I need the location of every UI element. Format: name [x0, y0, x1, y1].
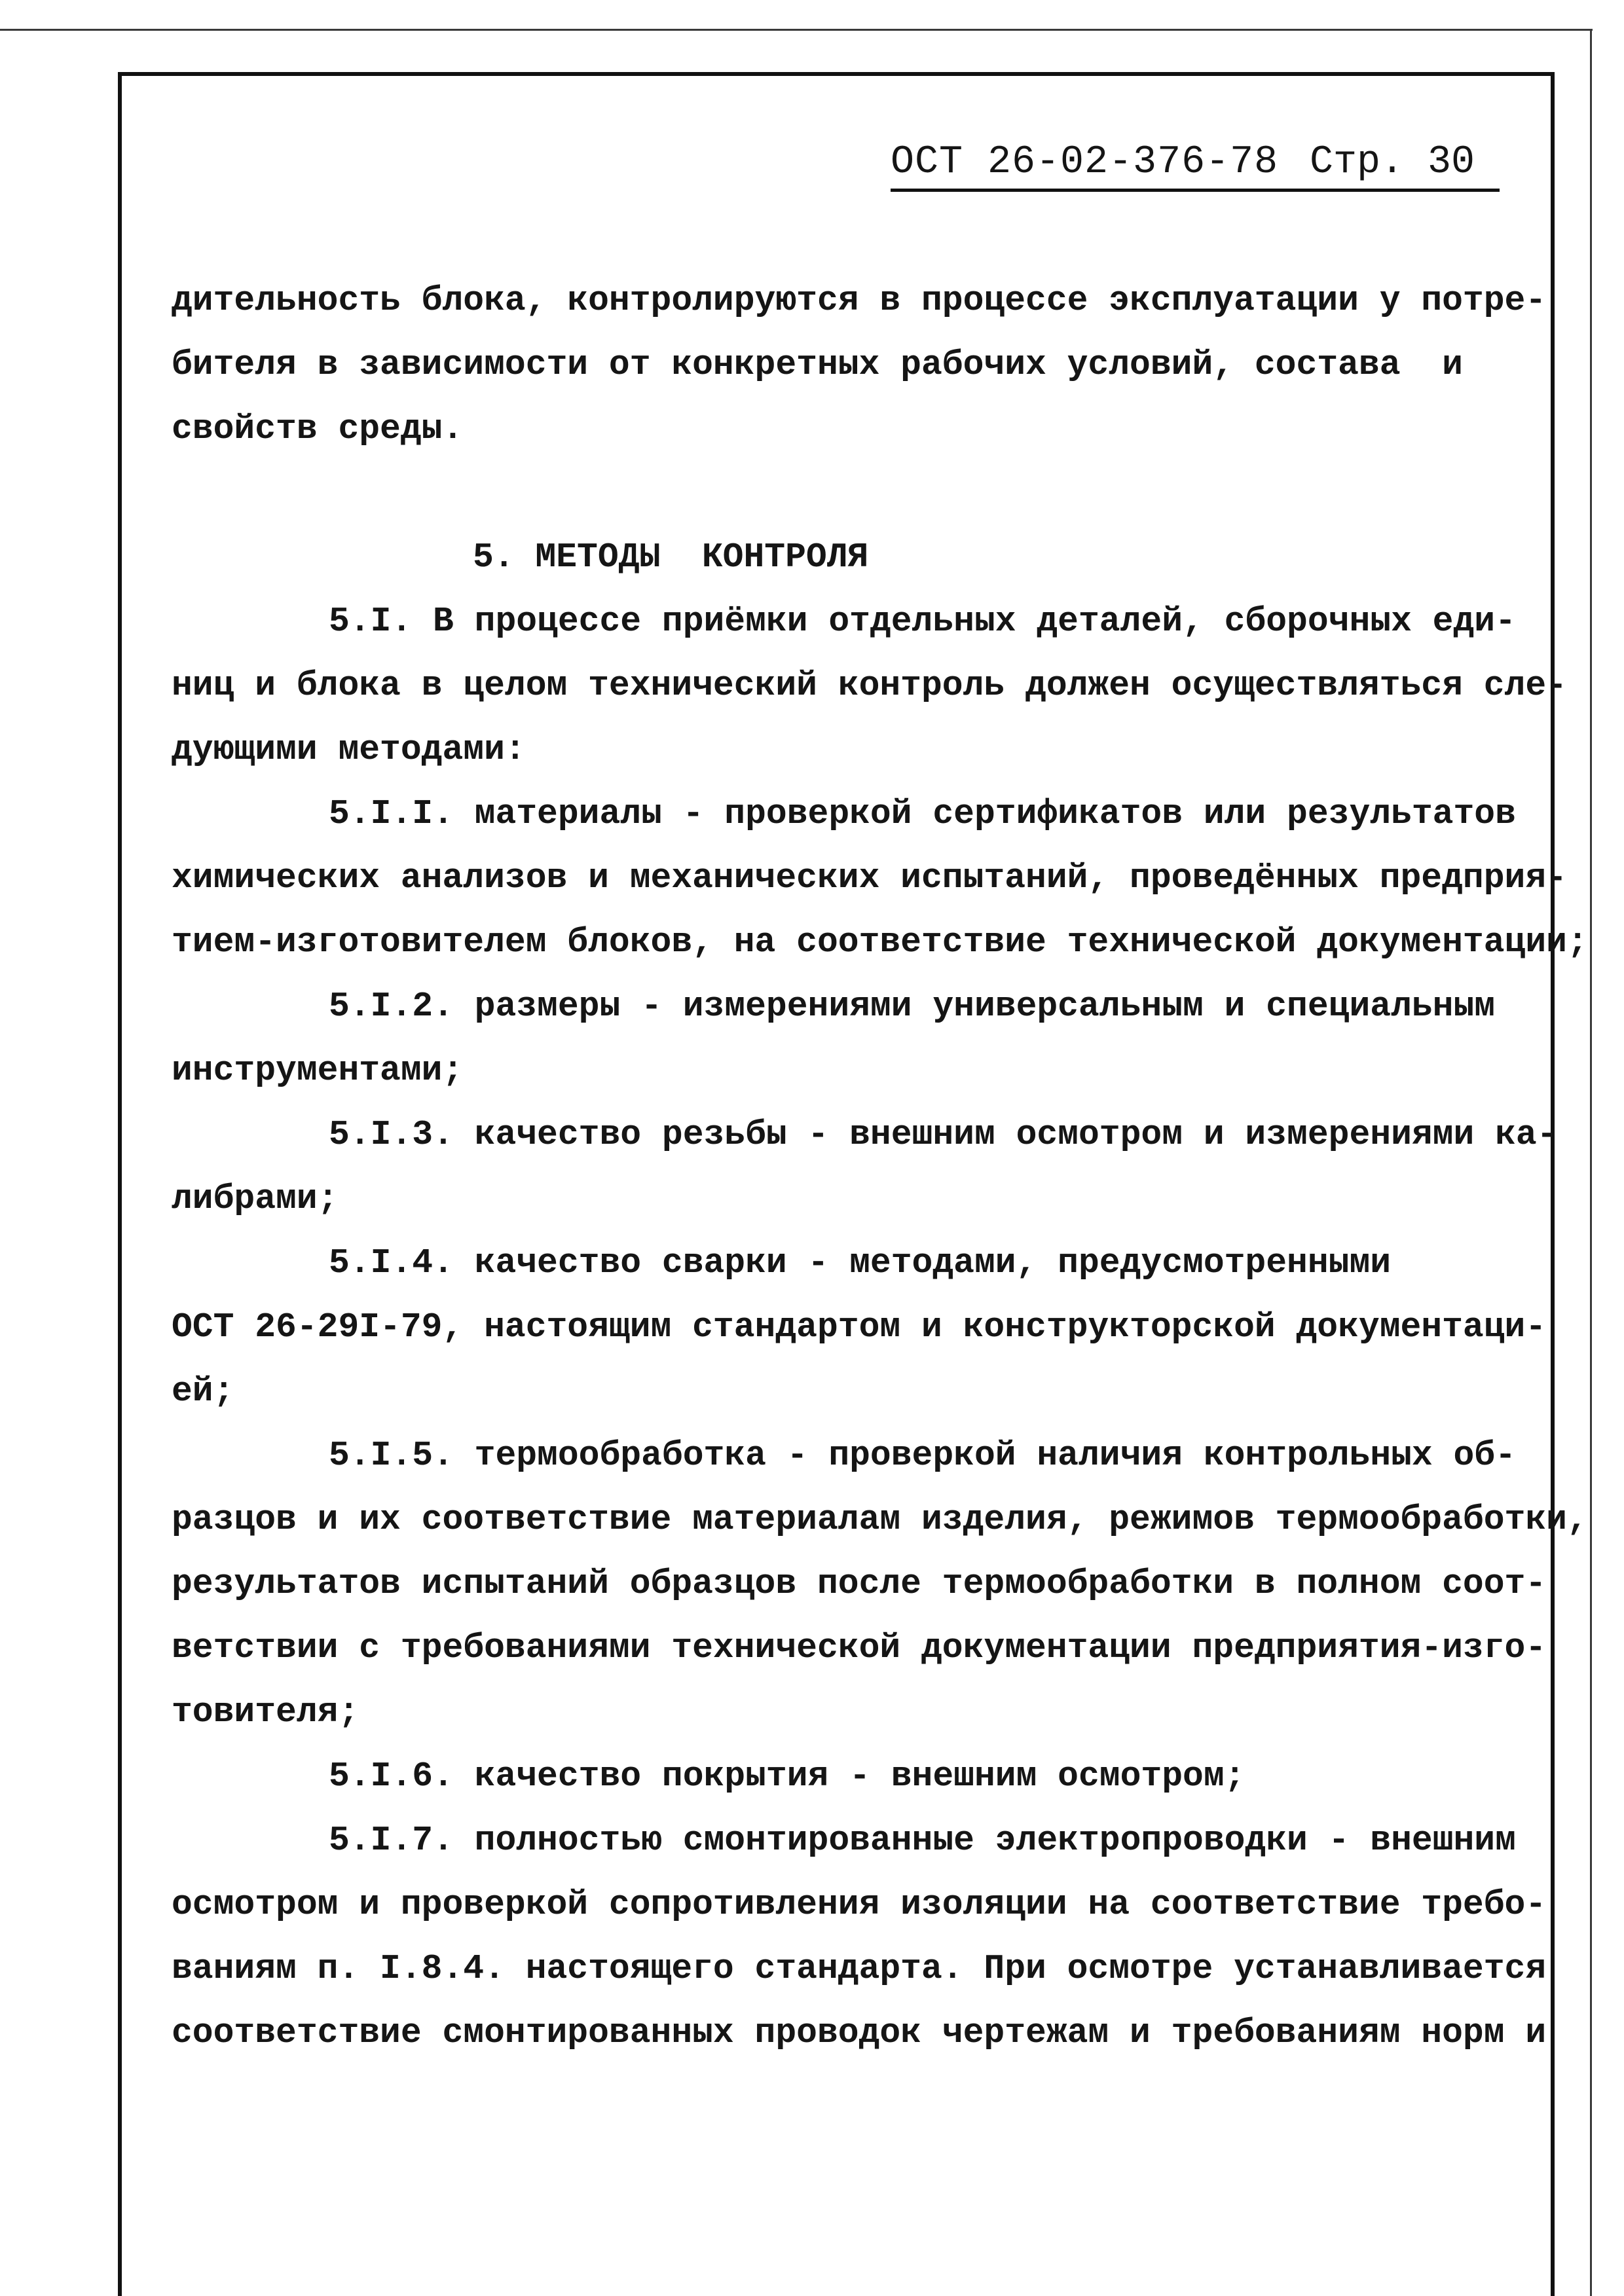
text-line: ваниям п. I.8.4. настоящего стандарта. При осмотре устанавливается: [172, 1949, 1547, 1988]
paragraph-start: 5.I.6. качество покрытия - внешним осмотром;: [329, 1757, 1246, 1796]
paragraph-start: 5.I.7. полностью смонтированные электропроводки - внешним: [329, 1821, 1516, 1860]
paragraph-start: 5.I.I. материалы - проверкой сертификатов или результатов: [329, 794, 1516, 833]
paragraph-start: 5.I.4. качество сварки - методами, предусмотренными: [329, 1243, 1392, 1283]
text-line: ОСТ 26-29I-79, настоящим стандартом и конструкторской документаци-: [172, 1307, 1547, 1347]
text-line: результатов испытаний образцов после термообработки в полном соот-: [172, 1564, 1547, 1603]
paragraph-start: 5.I.2. размеры - измерениями универсальным и специальным: [329, 987, 1496, 1026]
blank-space: [172, 461, 1534, 525]
text-line: свойств среды.: [172, 409, 464, 448]
header-underline: [891, 189, 1500, 192]
text-line: осмотром и проверкой сопротивления изоляции на соответствие требо-: [172, 1885, 1547, 1924]
document-body: [172, 268, 1588, 2065]
paragraph-start: 5.I.3. качество резьбы - внешним осмотром и измерениями ка-: [329, 1115, 1558, 1154]
text-line: ниц и блока в целом технический контроль должен осуществляться сле-: [172, 666, 1567, 705]
text-line: товителя;: [172, 1692, 360, 1732]
text-line: ей;: [172, 1372, 234, 1411]
top-border-line: [0, 29, 1593, 31]
text-line: бителя в зависимости от конкретных рабочих условий, состава и: [172, 345, 1463, 384]
text-line: дительность блока, контролируются в процессе эксплуатации у потре-: [172, 281, 1547, 320]
text-line: соответствие смонтированных проводок чертежам и требованиям норм и: [172, 2013, 1547, 2052]
page-number: Стр. 30: [1310, 140, 1475, 185]
text-line: либрами;: [172, 1179, 339, 1218]
section-title: 5. МЕТОДЫ КОНТРОЛЯ: [473, 538, 869, 577]
text-line: химических анализов и механических испытаний, проведённых предприя-: [172, 858, 1567, 898]
text-line: ветствии с требованиями технической документации предприятия-изго-: [172, 1628, 1547, 1667]
paragraph-start: 5.I. В процессе приёмки отдельных деталей, сборочных еди-: [329, 602, 1516, 641]
paragraph-start: 5.I.5. термообработка - проверкой наличия контрольных об-: [329, 1436, 1516, 1475]
text-line: разцов и их соответствие материалам изделия, режимов термообработки,: [172, 1500, 1588, 1539]
page-header: [851, 131, 1500, 196]
document-code: ОСТ 26-02-376-78: [891, 140, 1279, 185]
right-border-line: [1590, 29, 1592, 2296]
text-line: тием-изготовителем блоков, на соответствие технической документации;: [172, 922, 1588, 962]
text-line: инструментами;: [172, 1051, 464, 1090]
text-line: дующими методами:: [172, 730, 526, 769]
